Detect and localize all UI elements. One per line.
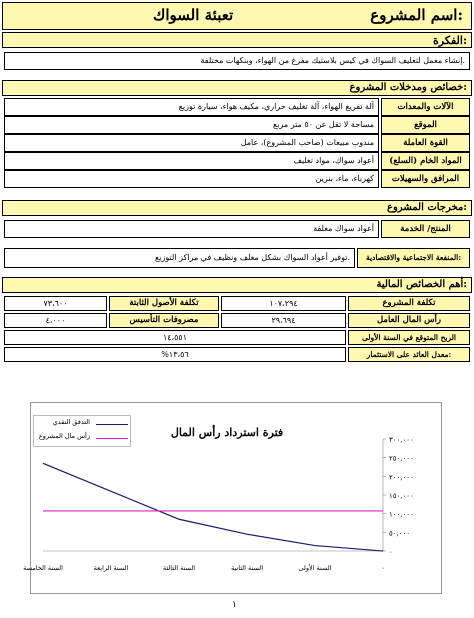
establishment-label: مصروفات التأسيس	[129, 315, 199, 325]
project-label: اسم المشروع:	[370, 6, 463, 24]
outputs-section-header	[2, 200, 472, 216]
inputs-section-header	[2, 80, 472, 96]
project-header	[2, 2, 472, 30]
benefit-label: المنفعة الاجتماعية والاقتصادية:	[365, 253, 462, 262]
outputs-product-label: المنتج/ الخدمة	[400, 224, 451, 234]
idea-text-box	[4, 52, 470, 70]
establishment-value: ٤،٠٠٠	[45, 316, 66, 325]
profit-value: ١٤،٥٥١	[162, 333, 188, 342]
finance-table	[4, 296, 470, 384]
legend-cashflow-swatch	[96, 424, 128, 425]
legend-capital-swatch	[96, 438, 128, 439]
project-cost-value: ١٠٧،٢٩٤	[269, 299, 298, 308]
profit-label: الربح المتوقع في السنة الأولى	[362, 333, 456, 342]
cashflow-line	[43, 463, 383, 551]
chart-title: فترة استرداد رأس المال	[170, 426, 284, 439]
page-number: ١	[232, 600, 237, 610]
y-tick-label: ٢٥٠,٠٠٠	[389, 454, 414, 463]
roi-value: %١٣،٥٦	[161, 350, 189, 359]
y-tick-label: ٥٠,٠٠٠	[389, 529, 411, 538]
y-tick-label: ١٥٠,٠٠٠	[389, 492, 414, 500]
y-tick-label: ١٠٠,٠٠٠	[389, 510, 414, 519]
fixed-assets-value: ٧٣،٦٠٠	[43, 299, 68, 308]
finance-section-header	[2, 277, 472, 293]
inputs-label-utilities: المرافق والسهيلات	[391, 174, 460, 184]
inputs-label-location: الموقع	[414, 120, 437, 130]
y-tick-label: ٠	[389, 548, 393, 556]
idea-section-header	[2, 32, 472, 48]
outputs-product-value: أعواد سواك مغلفة	[313, 224, 374, 233]
x-category-label: السنة الثانية	[230, 564, 264, 572]
inputs-value-workforce: مندوب مبيعات (صاحب المشروع)، عامل	[240, 138, 374, 147]
x-category-label: السنة الخامسة	[23, 564, 63, 572]
project-name: تعبئة السواك	[153, 6, 234, 24]
inputs-label-workforce: القوة العاملة	[403, 138, 448, 148]
y-tick-label: ٢٠٠,٠٠٠	[389, 473, 414, 482]
legend-cashflow-label: التدفق النقدي	[52, 418, 90, 426]
payback-chart	[23, 402, 442, 594]
fixed-assets-label: تكلفة الأصول الثابتة	[129, 298, 199, 308]
x-category-label: ٠	[381, 564, 385, 572]
y-tick-label: ٣٠٠,٠٠٠	[389, 436, 414, 444]
x-category-label: السنة الأولى	[298, 564, 332, 572]
inputs-table	[4, 98, 470, 190]
working-capital-value: ٢٩،٦٩٤	[271, 316, 296, 325]
inputs-value-raw-materials: أعواد سواك، مواد تغليف	[293, 156, 374, 165]
chart-legend	[33, 415, 131, 447]
working-capital-label: رأس المال العامل	[376, 315, 442, 325]
inputs-value-equipment: آلة تفريغ الهواء، آلة تغليف حراري، مكيف هواء، سيارة توزيع	[178, 102, 374, 111]
inputs-label-equipment: الآلات والمعدات	[397, 102, 454, 112]
project-cost-label: تكلفة المشروع	[382, 298, 436, 308]
x-category-label: السنة الثالثة	[162, 564, 196, 572]
inputs-label-raw-materials: المواد الخام (السلع)	[389, 156, 462, 166]
x-category-label: السنة الرابعة	[93, 564, 129, 572]
idea-text: إنشاء معمل لتعليف السواك في كيس بلاستيك مفرغ من الهواء، وبنكهات مختلفة.	[200, 56, 465, 65]
inputs-title: خصائص ومدخلات المشروع:	[349, 82, 467, 93]
legend-capital-label: رأس مال المشروع	[38, 432, 90, 440]
finance-title: أهم الخصائص المالية:	[376, 279, 467, 290]
inputs-value-location: مساحة لا تقل عن ٥٠ متر مربع	[272, 120, 374, 129]
outputs-title: مخرجات المشروع:	[387, 202, 467, 213]
inputs-value-utilities: كهرباء، ماء، بنزين	[315, 174, 374, 183]
roi-label: معدل العائد على الاستثمار:	[366, 350, 452, 359]
idea-title: الفكرة:	[433, 34, 467, 47]
benefit-value: توفير أعواد السواك بشكل مغلف ونظيف في مراكز التوزيع.	[154, 253, 350, 262]
